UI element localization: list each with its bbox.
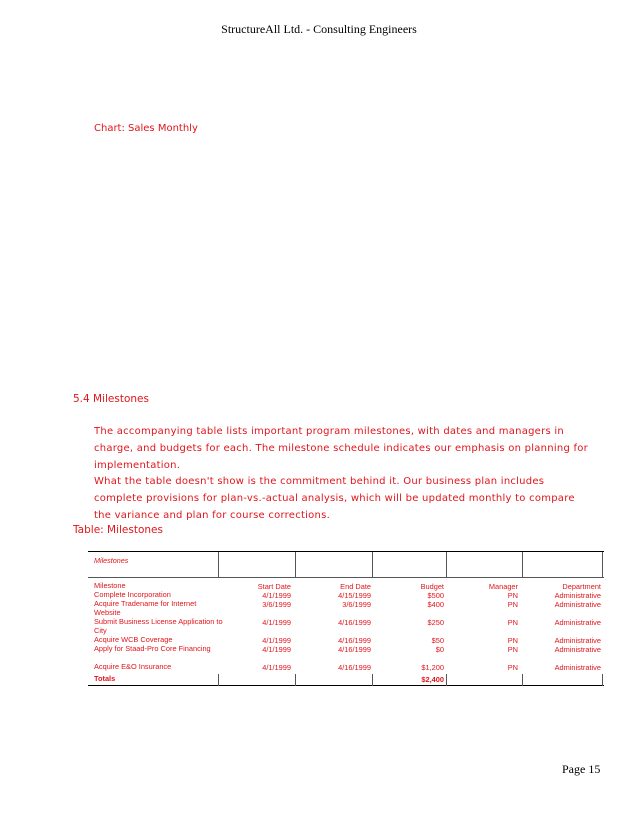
department: Administrative	[554, 645, 601, 654]
department: Administrative	[554, 591, 601, 600]
section-heading: 5.4 Milestones	[73, 393, 149, 405]
budget: $250	[427, 618, 444, 627]
department: Administrative	[554, 600, 601, 609]
column-divider	[522, 674, 523, 686]
column-header-department: Department	[562, 582, 601, 591]
table-caption: Milestones	[94, 556, 129, 565]
start-date: 4/1/1999	[262, 645, 291, 654]
column-divider	[372, 567, 373, 578]
column-header-manager: Manager	[488, 582, 518, 591]
table-row	[88, 618, 604, 636]
column-divider	[522, 552, 523, 568]
column-header-end-date: End Date	[340, 582, 371, 591]
end-date: 4/16/1999	[338, 663, 371, 672]
table-caption-subrow	[88, 567, 604, 578]
manager: PN	[507, 636, 518, 645]
budget: $0	[435, 645, 444, 654]
table-caption-row	[88, 551, 604, 567]
table-row	[88, 645, 604, 663]
end-date: 4/16/1999	[338, 618, 371, 627]
column-divider	[602, 567, 603, 578]
table-row	[88, 663, 604, 672]
milestone-name: Acquire Tradename for Internet Website	[94, 599, 197, 617]
budget: $1,200	[421, 663, 444, 672]
manager: PN	[507, 645, 518, 654]
column-divider	[522, 567, 523, 578]
milestone-name: Acquire WCB Coverage	[94, 635, 173, 644]
paragraph-commitment: What the table doesn't show is the commitment behind it. Our business plan includes complete provisions for plan-vs.-actual analysis, which will be updated monthly to compare the variance and plan for course corrections.	[94, 476, 575, 521]
column-divider	[372, 552, 373, 568]
manager: PN	[507, 591, 518, 600]
column-divider	[218, 674, 219, 686]
column-header-milestone: Milestone	[94, 581, 126, 590]
column-divider	[602, 674, 603, 686]
start-date: 4/1/1999	[262, 636, 291, 645]
column-header-budget: Budget	[420, 582, 444, 591]
milestone-name: Complete Incorporation	[94, 590, 171, 599]
start-date: 4/1/1999	[262, 663, 291, 672]
milestone-name: Acquire E&O Insurance	[94, 662, 172, 671]
column-divider	[295, 567, 296, 578]
table-totals-row	[88, 674, 604, 686]
milestones-table	[88, 551, 604, 686]
table-row	[88, 600, 604, 618]
column-divider	[295, 674, 296, 686]
column-divider	[446, 552, 447, 568]
page-header: StructureAll Ltd. - Consulting Engineers	[221, 22, 417, 36]
totals-budget: $2,400	[421, 675, 444, 684]
end-date: 4/16/1999	[338, 645, 371, 654]
column-divider	[602, 552, 603, 568]
start-date: 4/1/1999	[262, 618, 291, 627]
manager: PN	[507, 600, 518, 609]
manager: PN	[507, 663, 518, 672]
start-date: 3/6/1999	[262, 600, 291, 609]
end-date: 4/15/1999	[338, 591, 371, 600]
milestone-name: Apply for Staad-Pro Core Financing	[94, 644, 211, 653]
column-divider	[218, 552, 219, 568]
column-divider	[446, 674, 447, 686]
page-number: Page 15	[562, 762, 601, 776]
end-date: 3/6/1999	[342, 600, 371, 609]
paragraph-intro: The accompanying table lists important program milestones, with dates and managers in charge, and budgets for each. The milestone schedule indicates our emphasis on planning for implementation.	[94, 426, 588, 471]
department: Administrative	[554, 663, 601, 672]
milestone-name: Submit Business License Application to City	[94, 617, 223, 635]
department: Administrative	[554, 618, 601, 627]
manager: PN	[507, 618, 518, 627]
chart-title: Chart: Sales Monthly	[94, 123, 198, 134]
totals-label: Totals	[94, 674, 116, 683]
column-divider	[446, 567, 447, 578]
budget: $500	[427, 591, 444, 600]
budget: $50	[431, 636, 444, 645]
column-header-start-date: Start Date	[257, 582, 291, 591]
start-date: 4/1/1999	[262, 591, 291, 600]
department: Administrative	[554, 636, 601, 645]
budget: $400	[427, 600, 444, 609]
end-date: 4/16/1999	[338, 636, 371, 645]
column-divider	[218, 567, 219, 578]
table-body	[88, 582, 604, 672]
column-divider	[295, 552, 296, 568]
table-title: Table: Milestones	[73, 524, 163, 536]
column-divider	[372, 674, 373, 686]
